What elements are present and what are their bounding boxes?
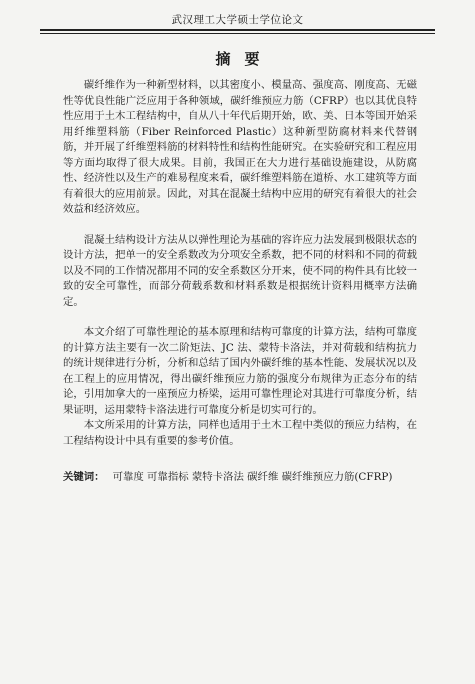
header-rule-thick — [40, 29, 435, 31]
running-header: 武汉理工大学硕士学位论文 — [171, 14, 304, 26]
abstract-title: 摘要 — [215, 50, 274, 68]
keywords-line — [63, 470, 435, 485]
keywords-label: 关键词： — [63, 471, 105, 483]
abstract-paragraph-4: 本文所采用的计算方法，同样也适用于土木工程中类似的预应力结构，在工程结构设计中具有重要的参考价值。 — [63, 419, 417, 447]
header-rule-thin — [40, 33, 435, 34]
abstract-paragraph-1: 碳纤维作为一种新型材料，以其密度小、模量高、强度高、刚度高、无磁性等优良性能广泛应用于各种领域，碳纤维预应力筋（CFRP）也以其优良特性应用于土木工程结构中，自从八十年代后期开始，欧、美、日本等国开始采用纤维塑料筋（Fiber Reinforced Plastic）这种新型防腐材料来代替钢筋，并开展了纤维塑料筋的材料特性和结构性能研究。在实验研究和工程应用等方面均取得了很大成果。目前，我国正在大力进行基础设施建设，从防腐性、经济性以及生产的难易程度来看，碳纤维塑料筋在道桥、水工建筑等方面有着很大的应用前景。因此，对其在混凝土结构中应用的研究有着很大的社会效益和经济效应。 — [63, 79, 417, 215]
abstract-body — [63, 78, 417, 449]
abstract-paragraph-3: 本文介绍了可靠性理论的基本原理和结构可靠度的计算方法，结构可靠度的计算方法主要有一次二阶矩法、JC 法、蒙特卡洛法，并对荷载和结构抗力的统计规律进行分析，分析和总结了国内外碳纤维的基本性能、发展状况以及在工程上的应用情况，得出碳纤维预应力筋的强度分布规律为正态分布的结论，引用加拿大的一座预应力桥梁，运用可靠性理论对其进行可靠度分析，结果证明，运用蒙特卡洛法进行可靠度分析是切实可行的。 — [63, 326, 417, 416]
keywords-text: 可靠度 可靠指标 蒙特卡洛法 碳纤维 碳纤维预应力筋(CFRP) — [112, 471, 393, 483]
abstract-paragraph-2: 混凝土结构设计方法从以弹性理论为基础的容许应力法发展到极限状态的设计方法，把单一的安全系数改为分项安全系数，把不同的材料和不同的荷载以及不同的工作情况都用不同的安全系数区分开来，使不同的构件具有比较一致的安全可靠性，而部分荷载系数和材料系数是根据统计资料用概率方法确定。 — [63, 233, 417, 308]
